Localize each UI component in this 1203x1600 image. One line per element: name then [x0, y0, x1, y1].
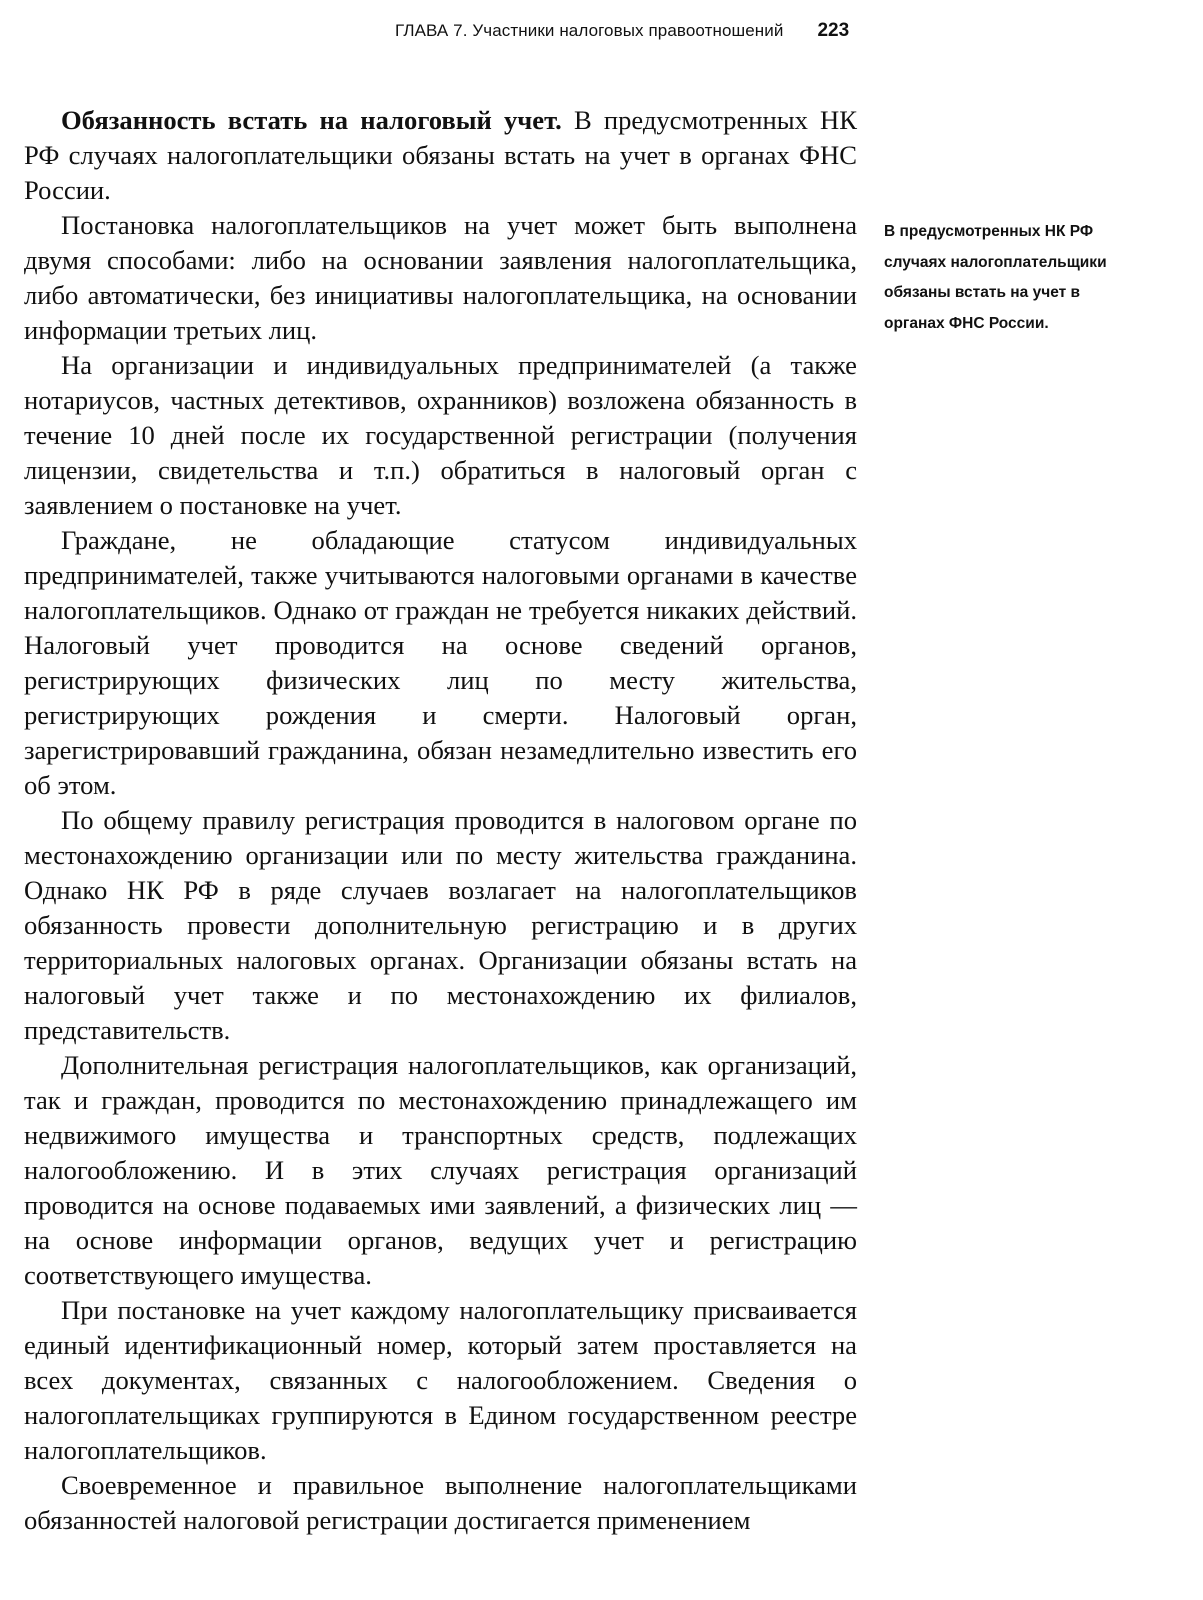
paragraph: Постановка налогоплательщиков на учет может быть выполнена двумя способами: либо на основании заявления налогоплательщика, либо автоматически, без инициативы налогоплательщика, на основании информации третьих лиц. [24, 210, 857, 345]
main-text-column [24, 103, 857, 1538]
chapter-title: ГЛАВА 7. Участники налоговых правоотношений [395, 21, 784, 40]
running-header [395, 20, 955, 42]
paragraph: Граждане, не обладающие статусом индивидуальных предпринимателей, также учитываются налоговыми органами в качестве налогоплательщиков. Однако от граждан не требуется никаких действий. Налоговый учет проводится на основе сведений органов, регистрирующих физических лиц по месту жительства, регистрирующих рождения и смерти. Налоговый орган, зарегистрировавший гражданина, обязан незамедлительно известить его об этом. [24, 525, 857, 800]
paragraph: При постановке на учет каждому налогоплательщику присваивается единый идентификационный номер, который затем проставляется на всех документах, связанных с налогообложением. Сведения о налогоплательщиках группируются в Едином государственном реестре налогоплательщиков. [24, 1295, 857, 1465]
margin-note: В предусмотренных НК РФ случаях налогоплательщики обязаны встать на учет в органах ФНС России. [884, 223, 1107, 332]
page-number: 223 [817, 20, 850, 41]
paragraph-lead-heading: Обязанность встать на налоговый учет. [61, 105, 562, 135]
paragraph: Дополнительная регистрация налогоплательщиков, как организаций, так и граждан, проводится по местонахождению принадлежащего им недвижимого имущества и транспортных средств, подлежащих налогообложению. И в этих случаях регистрация организаций проводится на основе подаваемых ими заявлений, а физических лиц — на основе информации органов, ведущих учет и регистрацию соответствующего имущества. [24, 1050, 857, 1290]
paragraph [24, 103, 857, 208]
paragraph: Своевременное и правильное выполнение налогоплательщиками обязанностей налоговой регистрации достигается применением [24, 1470, 857, 1535]
paragraph-text: В предусмотренных НК РФ случаях налогоплательщики обязаны встать на учет в органах ФНС России. [24, 105, 857, 205]
paragraph: На организации и индивидуальных предпринимателей (а также нотариусов, частных детективов, охранников) возложена обязанность в течение 10 дней после их государственной регистрации (получения лицензии, свидетельства и т.п.) обратиться в налоговый орган с заявлением о постановке на учет. [24, 350, 857, 520]
paragraph: По общему правилу регистрация проводится в налоговом органе по местонахождению организации или по месту жительства гражданина. Однако НК РФ в ряде случаев возлагает на налогоплательщиков обязанность провести дополнительную регистрацию и в других территориальных налоговых органах. Организации обязаны встать на налоговый учет также и по местонахождению их филиалов, представительств. [24, 805, 857, 1045]
